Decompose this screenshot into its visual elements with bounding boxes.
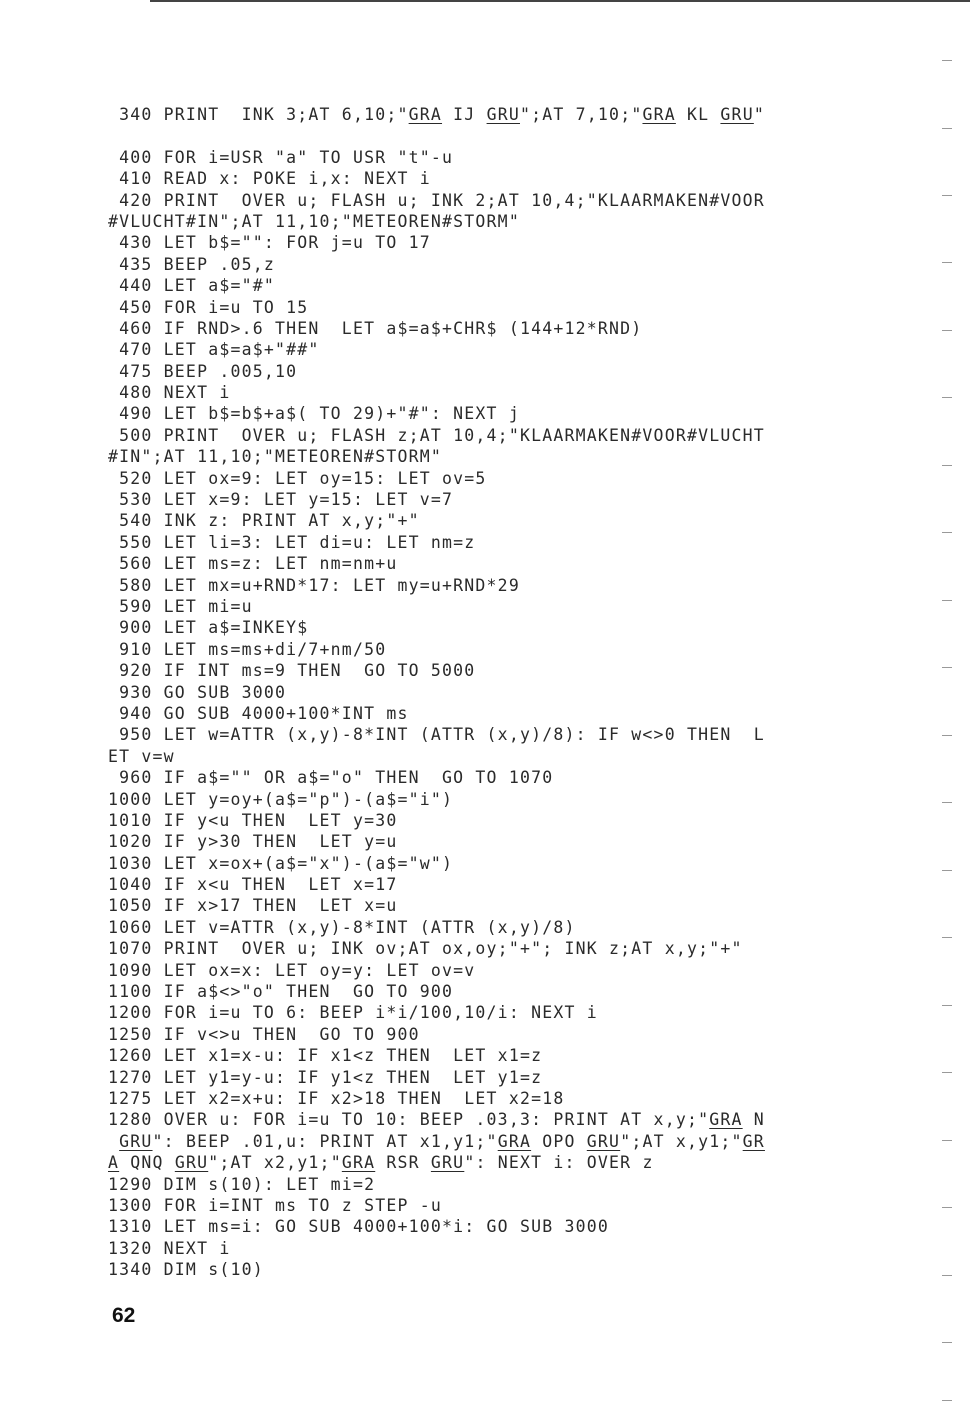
graphics-mode-marker: GRU: [174, 1153, 209, 1173]
code-line: [108, 682, 868, 703]
code-line: [108, 746, 868, 767]
code-text: OPO: [531, 1131, 587, 1151]
code-text: 1270 LET y1=y-u: IF y1<z THEN LET y1=z: [108, 1067, 543, 1087]
code-text: 580 LET mx=u+RND*17: LET my=u+RND*29: [108, 575, 520, 595]
code-text: ET v=w: [108, 746, 175, 766]
graphics-mode-marker: GRA: [642, 105, 676, 124]
code-line: [108, 617, 868, 638]
margin-tick: [942, 1207, 952, 1208]
code-line: [108, 468, 868, 489]
graphics-mode-marker: GRU: [486, 105, 520, 124]
code-line: [108, 938, 868, 959]
code-line: [108, 254, 868, 275]
blank-line: [108, 125, 868, 146]
code-line: [108, 275, 868, 296]
code-text: ": NEXT i: OVER z: [464, 1153, 654, 1173]
code-line: [108, 168, 868, 189]
code-text: 1260 LET x1=x-u: IF x1<z THEN LET x1=z: [108, 1046, 543, 1066]
code-text: 960 IF a$="" OR a$="o" THEN GO TO 1070: [108, 768, 554, 788]
basic-program-listing: [108, 104, 868, 1280]
code-text: 470 LET a$=a$+"##": [108, 340, 320, 360]
code-text: ": [753, 105, 765, 124]
graphics-mode-marker: GRA: [709, 1110, 743, 1130]
margin-tick: [942, 465, 952, 466]
code-line: [108, 1067, 868, 1088]
code-line: [108, 532, 868, 553]
code-text: 1000 LET y=oy+(a$="p")-(a$="i"): [108, 789, 454, 809]
code-text: N: [742, 1110, 765, 1130]
code-line: [108, 361, 868, 382]
code-line: [108, 831, 868, 852]
top-rule: [150, 0, 970, 2]
code-line: [108, 1259, 868, 1280]
code-text: 1200 FOR i=u TO 6: BEEP i*i/100,10/i: NEXT i: [108, 1003, 598, 1023]
code-line: [108, 147, 868, 168]
code-text: #VLUCHT#IN";AT 11,10;"METEOREN#STORM": [108, 211, 520, 231]
graphics-mode-marker: GRU: [586, 1131, 621, 1151]
margin-tick: [942, 1140, 952, 1141]
margin-tick: [942, 1400, 952, 1401]
code-text: 490 LET b$=b$+a$( TO 29)+"#": NEXT j: [108, 404, 520, 424]
code-text: 1020 IF y>30 THEN LET y=u: [108, 832, 398, 852]
page-number: 62: [112, 1304, 136, 1327]
code-text: ";AT 7,10;": [519, 105, 643, 124]
margin-tick: [942, 937, 952, 938]
margin-tick: [942, 1342, 952, 1343]
code-text: 530 LET x=9: LET y=15: LET v=7: [108, 490, 454, 510]
code-text: 910 LET ms=ms+di/7+nm/50: [108, 639, 387, 659]
code-text: 400 FOR i=USR "a" TO USR "t"-u: [108, 147, 454, 167]
code-text: 900 LET a$=INKEY$: [108, 618, 309, 638]
code-line: [108, 1002, 868, 1023]
margin-tick: [942, 60, 952, 61]
code-text: 500 PRINT OVER u; FLASH z;AT 10,4;"KLAARMAKEN#VOOR#VLUCHT: [108, 425, 765, 445]
margin-tick: [942, 667, 952, 668]
code-line: [108, 1216, 868, 1237]
code-text: 590 LET mi=u: [108, 596, 253, 616]
margin-tick: [942, 128, 952, 129]
code-text: 435 BEEP .05,z: [108, 254, 276, 274]
code-text: 1250 IF v<>u THEN GO TO 900: [108, 1024, 420, 1044]
code-text: 550 LET li=3: LET di=u: LET nm=z: [108, 532, 476, 552]
code-line: [108, 510, 868, 531]
code-line: [108, 1131, 868, 1152]
code-line: [108, 553, 868, 574]
code-text: 450 FOR i=u TO 15: [108, 297, 309, 317]
code-text: ";AT x,y1;": [620, 1131, 743, 1151]
code-line: [108, 789, 868, 810]
code-line: [108, 1109, 868, 1130]
code-line: [108, 1024, 868, 1045]
code-line: [108, 1088, 868, 1109]
code-text: 1090 LET ox=x: LET oy=y: LET ov=v: [108, 960, 476, 980]
code-line: [108, 425, 868, 446]
code-text: 1320 NEXT i: [108, 1238, 231, 1258]
code-line: [108, 639, 868, 660]
code-text: 1010 IF y<u THEN LET y=30: [108, 810, 398, 830]
code-line: [108, 853, 868, 874]
code-text: ";AT x2,y1;": [208, 1153, 342, 1173]
code-text: 440 LET a$="#": [108, 276, 276, 296]
graphics-mode-marker: GRU: [430, 1153, 465, 1173]
code-line: [108, 403, 868, 424]
margin-tick: [942, 1275, 952, 1276]
code-text: 475 BEEP .005,10: [108, 361, 298, 381]
code-text: 1060 LET v=ATTR (x,y)-8*INT (ATTR (x,y)/8): [108, 917, 576, 937]
code-line: [108, 1152, 868, 1173]
code-line: [108, 810, 868, 831]
code-line: [108, 446, 868, 467]
code-text: #IN";AT 11,10;"METEOREN#STORM": [108, 447, 443, 467]
code-line: [108, 895, 868, 916]
code-text: 560 LET ms=z: LET nm=nm+u: [108, 554, 398, 574]
code-line: [108, 232, 868, 253]
code-line: [108, 297, 868, 318]
code-line: [108, 104, 868, 125]
code-text: 1340 DIM s(10): [108, 1260, 264, 1280]
code-line: [108, 917, 868, 938]
code-line: [108, 190, 868, 211]
code-line: [108, 703, 868, 724]
code-text: 1030 LET x=ox+(a$="x")-(a$="w"): [108, 853, 454, 873]
code-text: 1290 DIM s(10): LET mi=2: [108, 1174, 376, 1194]
code-line: [108, 211, 868, 232]
margin-tick: [942, 870, 952, 871]
code-line: [108, 382, 868, 403]
graphics-mode-marker: GRA: [408, 105, 443, 124]
code-text: 1070 PRINT OVER u; INK ov;AT ox,oy;"+"; INK z;AT x,y;"+": [108, 939, 743, 959]
code-line: [108, 874, 868, 895]
graphics-mode-marker: GR: [742, 1131, 765, 1151]
code-text: 340 PRINT INK 3;AT 6,10;": [108, 105, 409, 124]
code-text: RSR: [375, 1153, 431, 1173]
margin-tick: [942, 532, 952, 533]
graphics-mode-marker: A: [108, 1153, 120, 1173]
margin-tick: [942, 195, 952, 196]
code-text: KL: [675, 105, 721, 124]
code-line: [108, 660, 868, 681]
code-line: [108, 489, 868, 510]
code-text: [108, 1132, 119, 1151]
graphics-mode-marker: GRA: [341, 1153, 376, 1173]
margin-tick: [942, 802, 952, 803]
code-text: 1300 FOR i=INT ms TO z STEP -u: [108, 1195, 443, 1215]
margin-tick: [942, 330, 952, 331]
code-text: 930 GO SUB 3000: [108, 682, 287, 702]
code-text: 1280 OVER u: FOR i=u TO 10: BEEP .03,3: PRINT AT x,y;": [108, 1110, 710, 1130]
code-text: 430 LET b$="": FOR j=u TO 17: [108, 233, 431, 253]
code-text: 920 IF INT ms=9 THEN GO TO 5000: [108, 661, 476, 681]
code-text: 950 LET w=ATTR (x,y)-8*INT (ATTR (x,y)/8): IF w<>0 THEN L: [108, 725, 765, 745]
code-line: [108, 1045, 868, 1066]
code-text: 1275 LET x2=x+u: IF x2>18 THEN LET x2=18: [108, 1088, 565, 1108]
code-line: [108, 724, 868, 745]
code-text: 540 INK z: PRINT AT x,y;"+": [108, 511, 420, 531]
margin-tick: [942, 1072, 952, 1073]
code-line: [108, 318, 868, 339]
margin-tick: [942, 600, 952, 601]
code-text: ": BEEP .01,u: PRINT AT x1,y1;": [152, 1131, 498, 1151]
code-text: 1040 IF x<u THEN LET x=17: [108, 875, 398, 895]
code-line: [108, 1195, 868, 1216]
code-text: 1100 IF a$<>"o" THEN GO TO 900: [108, 982, 454, 1002]
graphics-mode-marker: GRU: [720, 105, 754, 124]
margin-tick: [942, 397, 952, 398]
code-line: [108, 1174, 868, 1195]
code-text: 1050 IF x>17 THEN LET x=u: [108, 896, 398, 916]
code-line: [108, 1238, 868, 1259]
code-line: [108, 767, 868, 788]
code-text: QNQ: [119, 1153, 175, 1173]
code-text: 420 PRINT OVER u; FLASH u; INK 2;AT 10,4;"KLAARMAKEN#VOOR: [108, 190, 765, 210]
code-text: 940 GO SUB 4000+100*INT ms: [108, 703, 409, 723]
code-line: [108, 575, 868, 596]
code-text: 1310 LET ms=i: GO SUB 4000+100*i: GO SUB 3000: [108, 1217, 610, 1237]
code-text: 460 IF RND>.6 THEN LET a$=a$+CHR$ (144+12*RND): [108, 318, 643, 338]
code-line: [108, 339, 868, 360]
code-text: 480 NEXT i: [108, 383, 231, 403]
code-line: [108, 960, 868, 981]
graphics-mode-marker: GRA: [497, 1131, 532, 1151]
margin-tick: [942, 735, 952, 736]
margin-tick: [942, 262, 952, 263]
code-text: 410 READ x: POKE i,x: NEXT i: [108, 169, 431, 189]
code-text: 520 LET ox=9: LET oy=15: LET ov=5: [108, 468, 487, 488]
graphics-mode-marker: GRU: [119, 1131, 153, 1151]
code-text: IJ: [442, 105, 487, 124]
margin-tick: [942, 1005, 952, 1006]
code-line: [108, 981, 868, 1002]
code-line: [108, 596, 868, 617]
